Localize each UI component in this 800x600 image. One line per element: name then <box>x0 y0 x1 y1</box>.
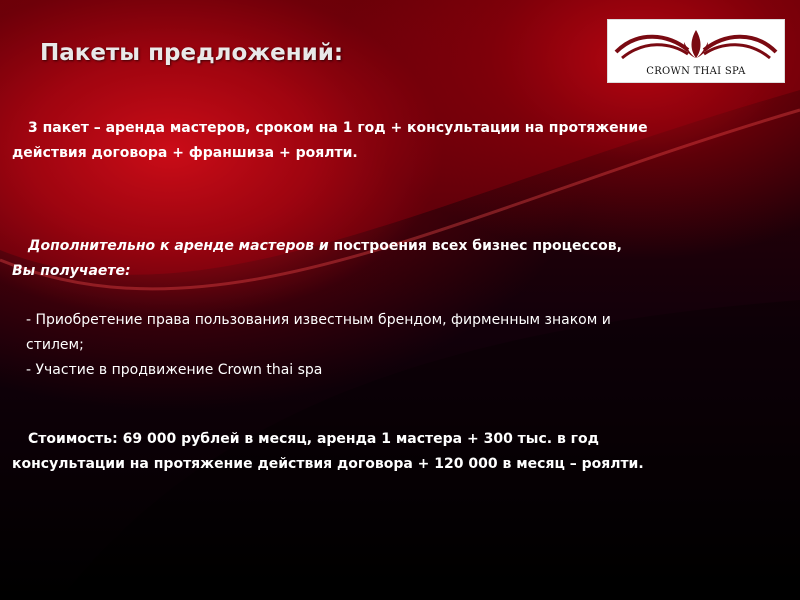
crown-thai-spa-logo <box>607 19 785 83</box>
additional-paragraph <box>12 234 702 284</box>
you-get-text: Вы получаете: <box>12 263 131 279</box>
package-text: 3 пакет – аренда мастеров, сроком на 1 год + консультации на протяжение действия договора + франшиза + роялти. <box>12 120 648 161</box>
benefit-item: - Участие в продвижение Crown thai spa <box>26 362 323 378</box>
cost-paragraph <box>12 427 712 477</box>
benefit-item: - Приобретение права пользования известным брендом, фирменным знаком и стилем; <box>26 312 611 353</box>
additional-bold-text: построения всех бизнес процессов, <box>333 238 622 254</box>
additional-italic-text: Дополнительно к аренде мастеров и <box>28 238 329 254</box>
benefits-list <box>26 308 666 383</box>
logo-text: CROWN THAI SPA <box>646 66 746 77</box>
cost-text: Стоимость: 69 000 рублей в месяц, аренда 1 мастера + 300 тыс. в год консультации на протяжение действия договора + 120 000 в месяц – роялти. <box>12 431 644 472</box>
page-title: Пакеты предложений: <box>40 40 344 66</box>
package-paragraph <box>12 116 702 166</box>
